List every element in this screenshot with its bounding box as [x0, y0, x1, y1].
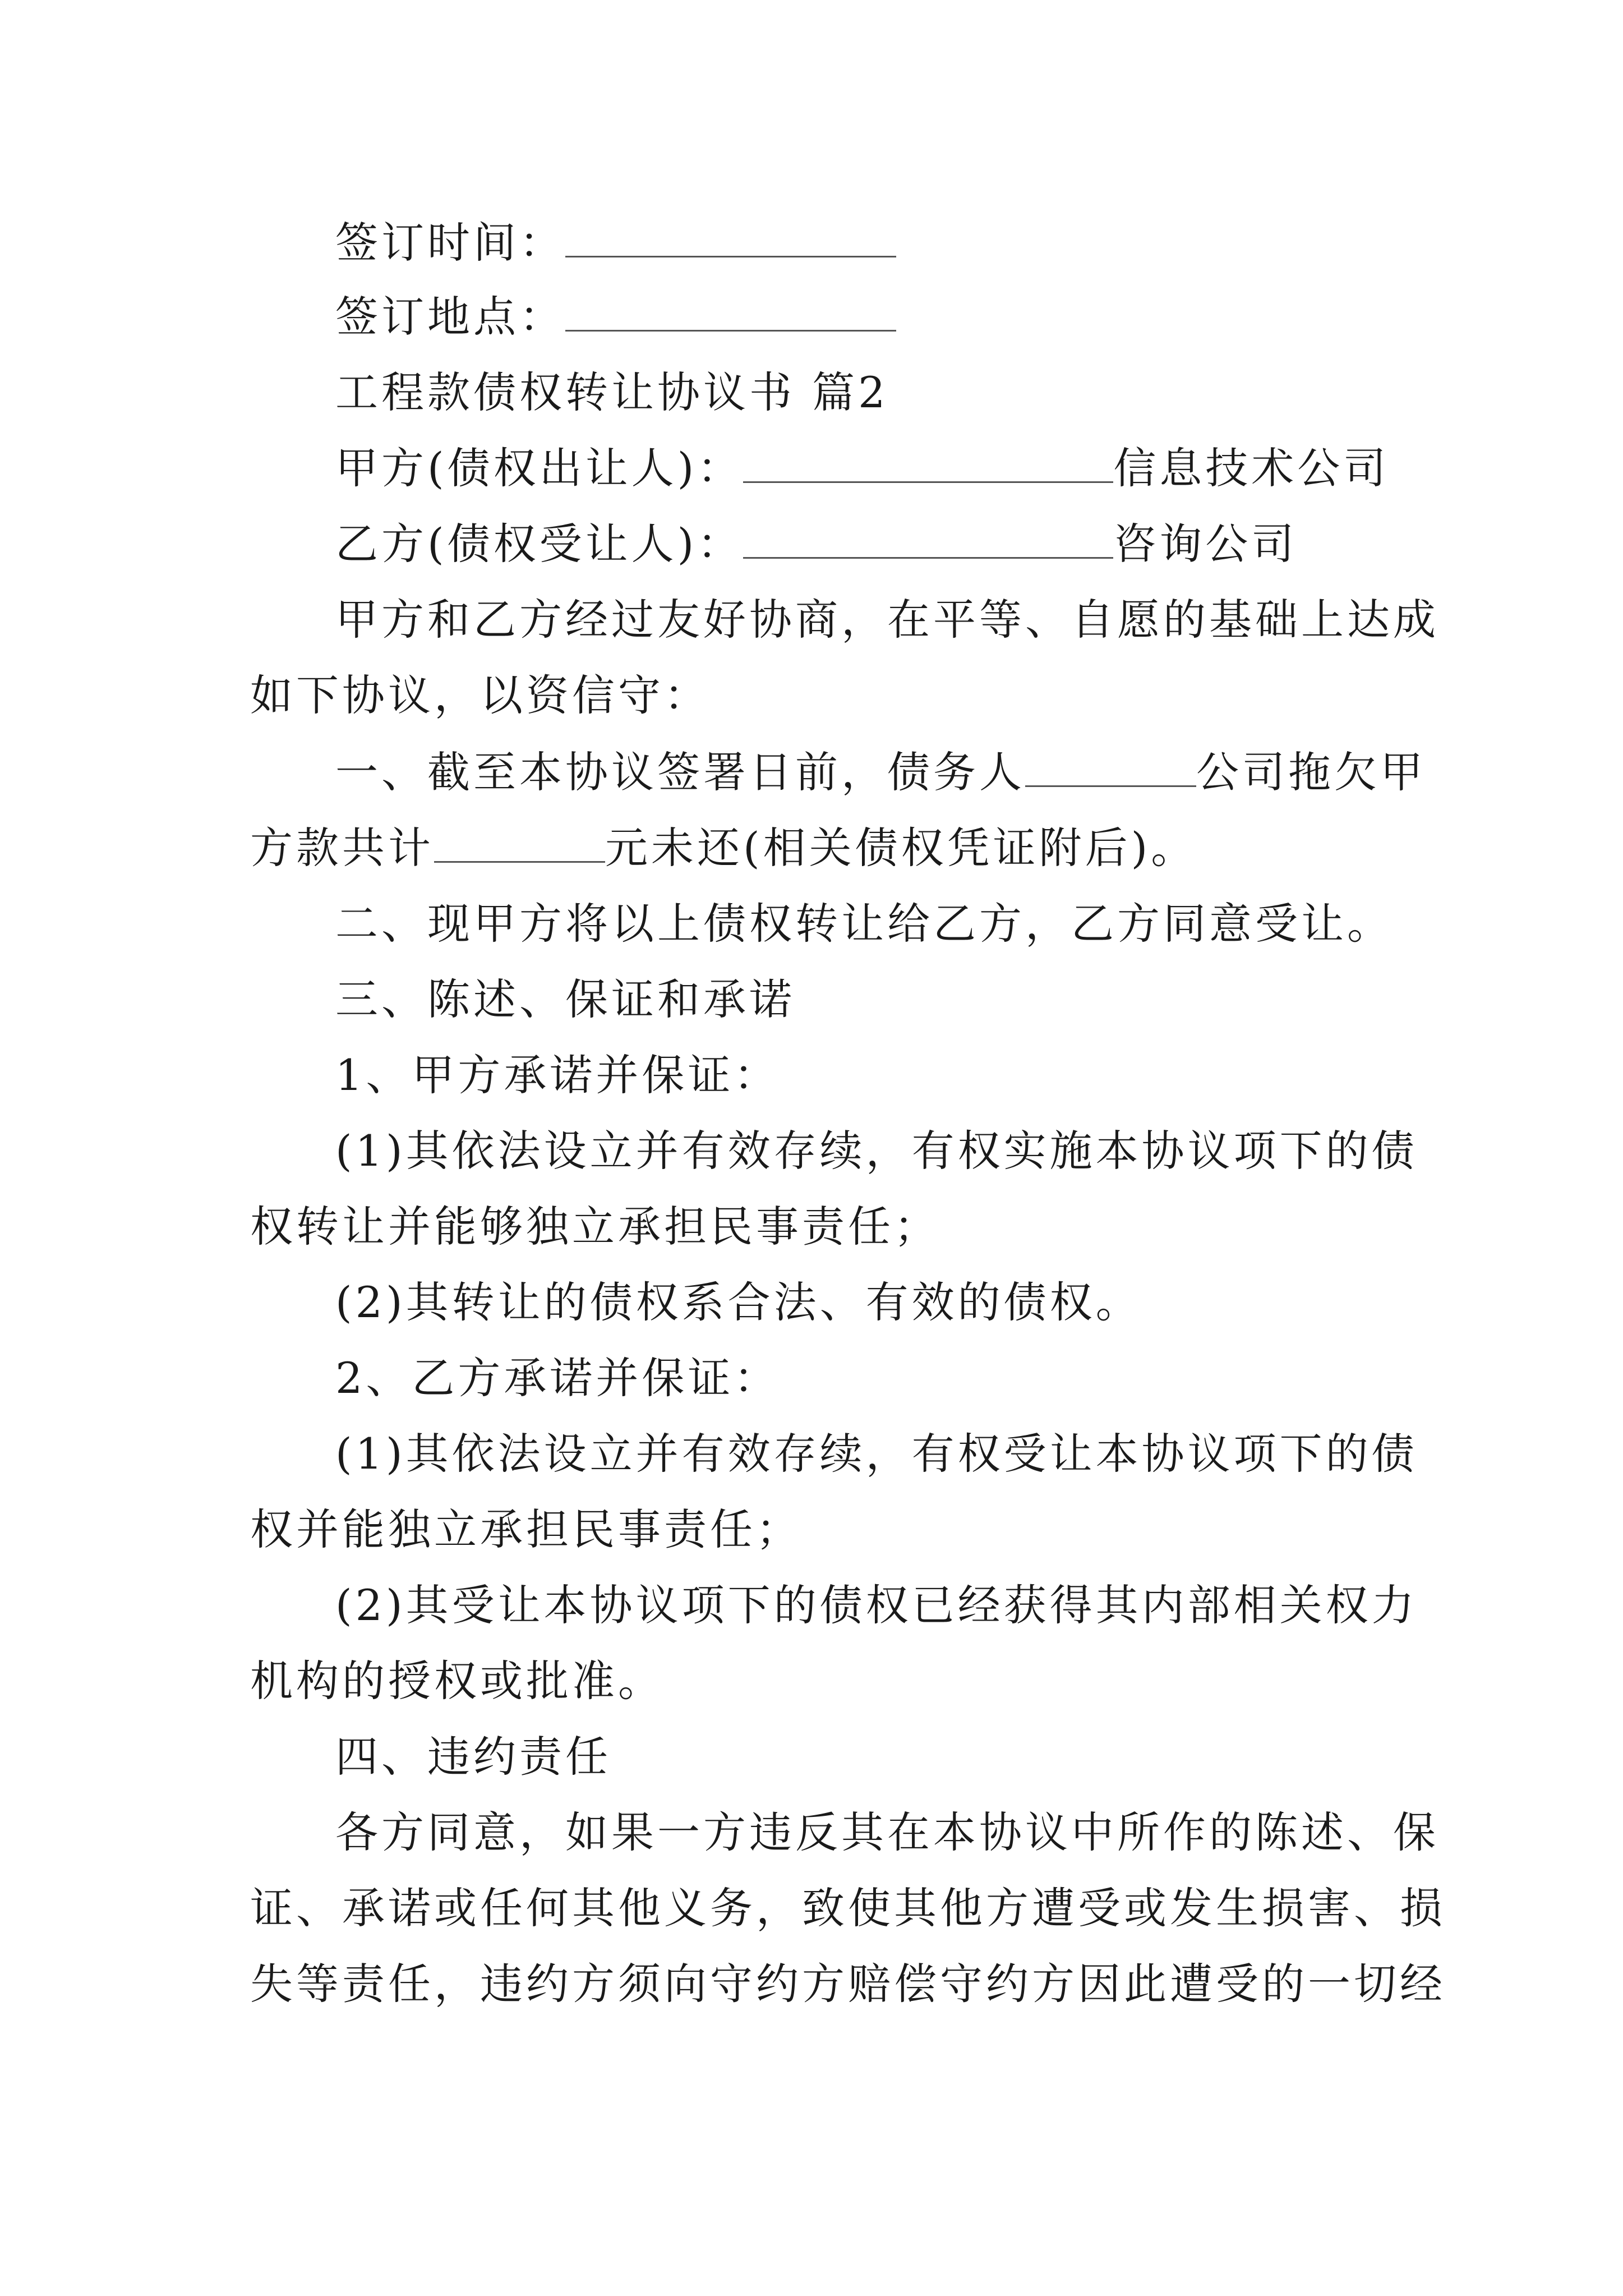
sign-time-label: 签订时间：	[335, 218, 565, 268]
party-b-label: 乙方(债权受让人)：	[335, 519, 744, 569]
clause1-line-2	[250, 817, 1197, 879]
sign-place-label: 签订地点：	[335, 292, 565, 342]
clause4-line-1: 各方同意，如果一方违反其在本协议中所作的陈述、保	[335, 1807, 1439, 1857]
clause1-text-a: 一、截至本协议签署日前，债务人	[335, 747, 1025, 797]
clause1-text-c: 方款共计	[250, 823, 434, 873]
section-title: 工程款债权转让协议书 篇2	[335, 367, 889, 417]
party-b-suffix: 咨询公司	[1113, 519, 1298, 569]
clause3-1-b: (2)其转让的债权系合法、有效的债权。	[335, 1277, 1142, 1327]
clause3-1-a-line-1: (1)其依法设立并有效存续，有权实施本协议项下的债	[335, 1126, 1418, 1176]
intro-line-2: 如下协议，以资信守：	[250, 670, 710, 720]
sign-time-line	[335, 212, 896, 274]
debtor-blank	[1025, 751, 1196, 787]
clause3-1: 1、甲方承诺并保证：	[335, 1050, 780, 1100]
clause3-2-b-line-1: (2)其受让本协议项下的债权已经获得其内部相关权力	[335, 1580, 1418, 1630]
clause3-title: 三、陈述、保证和承诺	[335, 974, 795, 1024]
sign-place-line	[335, 286, 896, 348]
clause3-2-a-line-2: 权并能独立承担民事责任；	[250, 1504, 802, 1554]
amount-blank	[434, 826, 605, 863]
party-a-line	[335, 438, 1389, 499]
intro-line-1: 甲方和乙方经过友好协商，在平等、自愿的基础上达成	[335, 595, 1439, 645]
party-a-suffix: 信息技术公司	[1113, 443, 1390, 493]
clause3-1-a-line-2: 权转让并能够独立承担民事责任；	[250, 1202, 940, 1251]
party-b-blank	[743, 522, 1113, 559]
party-b-line	[335, 513, 1297, 575]
clause4-line-3: 失等责任，违约方须向守约方赔偿守约方因此遭受的一切经	[250, 1959, 1446, 2009]
clause3-2-a-line-1: (1)其依法设立并有效存续，有权受让本协议项下的债	[335, 1429, 1418, 1479]
party-a-blank	[743, 447, 1113, 483]
clause1-text-d: 元未还(相关债权凭证附后)。	[605, 823, 1197, 873]
sign-place-blank	[565, 295, 896, 332]
clause3-2-b-line-2: 机构的授权或批准。	[250, 1656, 664, 1706]
clause2: 二、现甲方将以上债权转让给乙方，乙方同意受让。	[335, 899, 1393, 949]
clause4-title: 四、违约责任	[335, 1732, 611, 1782]
clause3-2: 2、乙方承诺并保证：	[335, 1353, 780, 1403]
sign-time-blank	[565, 221, 896, 257]
clause1-text-b: 公司拖欠甲	[1196, 747, 1426, 797]
party-a-label: 甲方(债权出让人)：	[335, 443, 744, 493]
clause4-line-2: 证、承诺或任何其他义务，致使其他方遭受或发生损害、损	[250, 1883, 1446, 1933]
clause1-line-1	[335, 742, 1426, 803]
